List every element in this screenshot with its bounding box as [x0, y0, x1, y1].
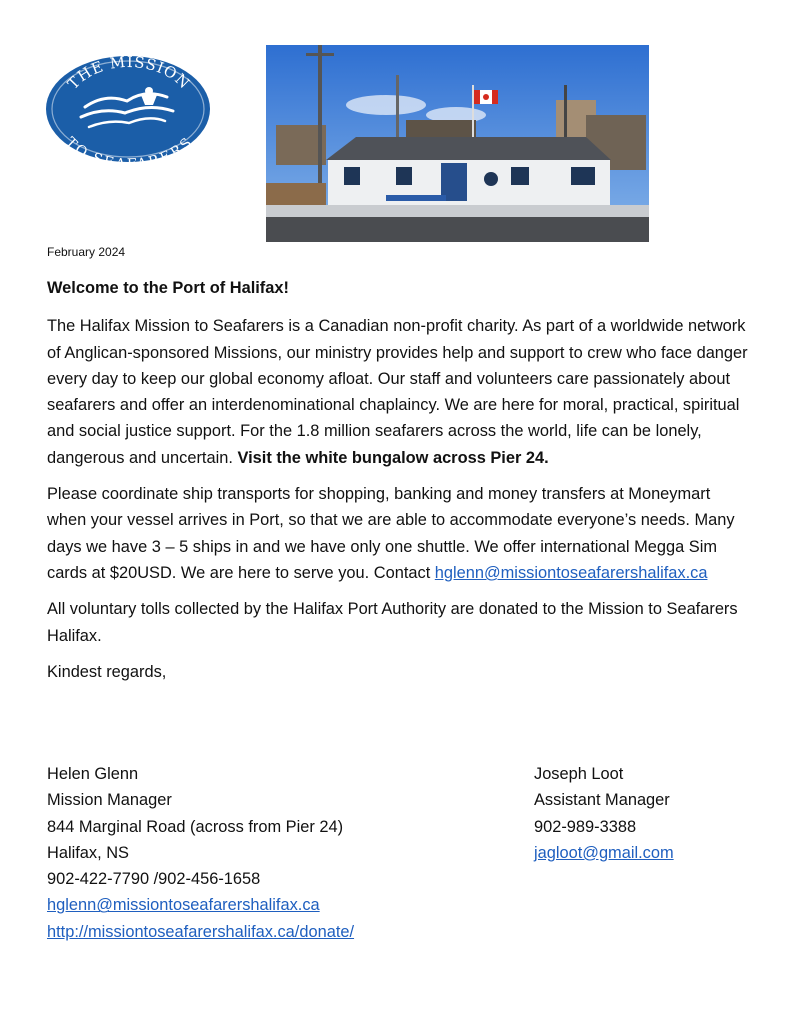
svg-text:THE MISSION: THE MISSION: [63, 55, 194, 93]
letter-date: February 2024: [47, 245, 126, 259]
assistant-email-link[interactable]: jagloot@gmail.com: [534, 843, 674, 862]
paragraph-tolls: All voluntary tolls collected by the Halifax Port Authority are donated to the Mission to Seafarers Halifax.: [47, 600, 738, 645]
letter-body: [47, 275, 752, 695]
letter-heading: Welcome to the Port of Halifax!: [47, 279, 289, 297]
paragraph-intro-bold: Visit the white bungalow across Pier 24.: [237, 448, 549, 467]
signatory-address: 844 Marginal Road (across from Pier 24): [47, 817, 344, 836]
contact-email-link[interactable]: hglenn@missiontoseafarershalifax.ca: [434, 563, 708, 582]
paragraph-intro-text: The Halifax Mission to Seafarers is a Canadian non-profit charity. As part of a worldwide network of Anglican-sponsored Missions, our ministry provides help and support to crew who face danger every day to keep our global economy afloat. Our staff and volunteers care passionately about seafarers and offer an interdenominational chaplaincy. We are here for moral, practical, spiritual and social justice support. For the 1.8 million seafarers across the world, life can be lonely, dangerous and uncertain.: [47, 317, 748, 467]
paragraph-transport: [47, 481, 752, 586]
paragraph-transport-text: Please coordinate ship transports for shopping, banking and money transfers at Moneymart when your vessel arrives in Port, so that we are able to accommodate everyone’s needs. Many days we have 3 – 5 ships in and we have only one shuttle. We offer international Megga Sim cards at $20USD. We are here to serve you. Contact: [47, 485, 735, 582]
mission-to-seafarers-logo: [45, 55, 211, 163]
signatory-title: Mission Manager: [47, 791, 172, 810]
mission-building-photo: [266, 45, 649, 242]
assistant-title: Assistant Manager: [534, 791, 670, 810]
signature-block-left: [47, 761, 354, 945]
signatory-email-link[interactable]: hglenn@missiontoseafarershalifax.ca: [47, 896, 320, 915]
donate-link[interactable]: http://missiontoseafarershalifax.ca/donate/: [47, 922, 355, 941]
signatory-city: Halifax, NS: [47, 843, 129, 862]
paragraph-intro: [47, 313, 752, 471]
assistant-phone: 902-989-3388: [534, 817, 637, 836]
signatory-name: Helen Glenn: [47, 765, 139, 783]
closing: Kindest regards,: [47, 662, 167, 681]
svg-text:TO SEAFARERS: TO SE RERS: [62, 134, 196, 163]
signature-block-right: [534, 761, 674, 866]
assistant-name: Joseph Loot: [534, 765, 624, 783]
signatory-phone: 902-422-7790 /902-456-1658: [47, 870, 261, 889]
